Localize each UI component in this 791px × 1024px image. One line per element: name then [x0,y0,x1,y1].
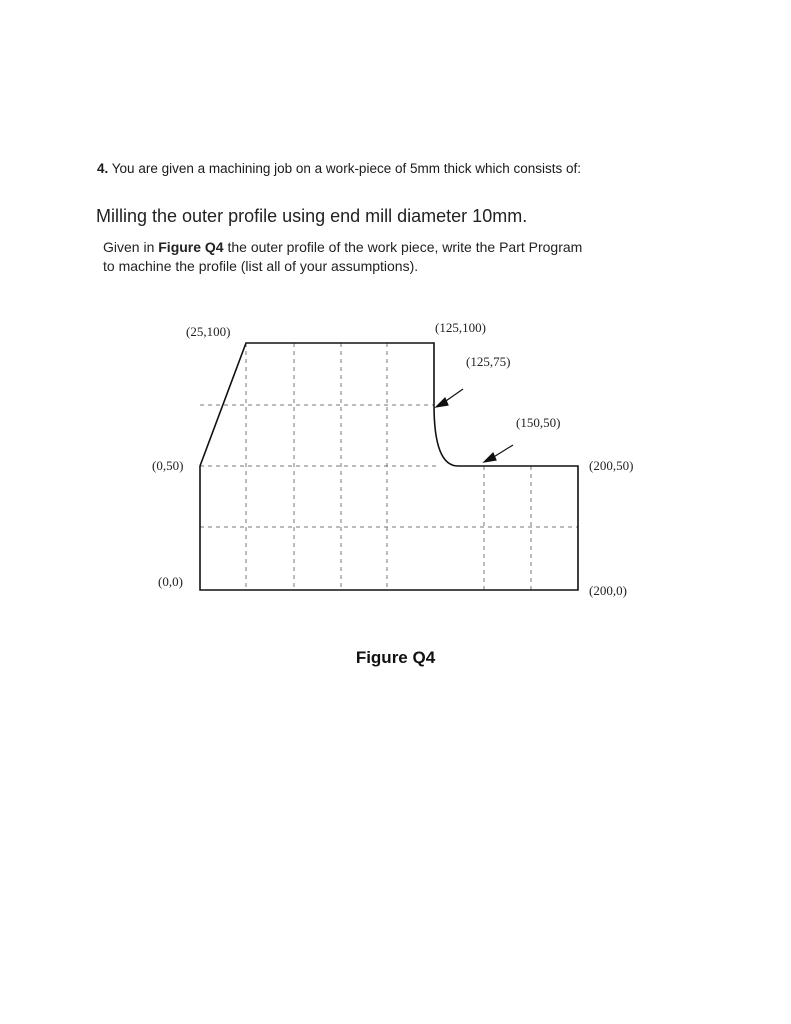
desc-line2: to machine the profile (list all of your assumptions). [103,258,419,274]
task-heading: Milling the outer profile using end mill diameter 10mm. [96,206,528,226]
pointer-arrows [436,389,513,462]
label-150-50: (150,50) [516,415,561,430]
label-0-50: (0,50) [152,458,184,473]
label-25-100: (25,100) [186,324,231,339]
desc-figure-ref: Figure Q4 [158,239,224,255]
question-text: You are given a machining job on a work-piece of 5mm thick which consists of: [111,161,582,176]
label-200-0: (200,0) [589,583,627,598]
question-number: 4. [97,161,109,176]
label-125-100: (125,100) [435,320,486,335]
label-125-75: (125,75) [466,354,511,369]
desc-part2: the outer profile of the work piece, write the Part Program [223,239,583,255]
figure-caption: Figure Q4 [355,648,436,667]
label-200-50: (200,50) [589,458,634,473]
desc-part1: Given in [103,239,159,255]
label-0-0: (0,0) [158,574,183,589]
